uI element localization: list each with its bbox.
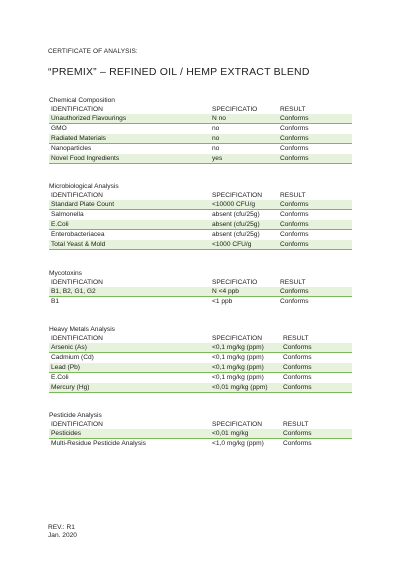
identification-cell: Pesticides <box>51 430 82 437</box>
specification-cell: <10000 CFU/g <box>212 201 256 208</box>
section-heading: Pesticide Analysis <box>49 412 102 419</box>
table-header-row <box>49 278 352 287</box>
identification-cell: B1 <box>51 298 60 305</box>
table-header-row <box>49 334 352 343</box>
specification-cell: N <4 ppb <box>212 288 239 295</box>
specification-cell: <0,01 mg/kg (ppm) <box>212 384 268 391</box>
result-cell: Conforms <box>280 241 309 248</box>
result-cell: Conforms <box>280 115 309 122</box>
specification-cell: <0,1 mg/kg (ppm) <box>212 374 264 381</box>
table-row <box>49 383 352 393</box>
table-header-row <box>49 191 352 200</box>
result-cell: Conforms <box>283 430 312 437</box>
section-chemical-composition <box>49 96 352 164</box>
table-row <box>49 439 352 449</box>
result-cell: Conforms <box>283 440 312 447</box>
specification-cell: absent (cfu/25g) <box>212 221 260 228</box>
table-row <box>49 200 352 210</box>
specification-cell: no <box>212 145 220 152</box>
table-row <box>49 287 352 297</box>
table-row <box>49 343 352 353</box>
identification-cell: Lead (Pb) <box>51 364 80 371</box>
result-cell: Conforms <box>283 354 312 361</box>
result-cell: Conforms <box>280 298 309 305</box>
table-row <box>49 353 352 363</box>
result-cell: Conforms <box>280 231 309 238</box>
revision-label: REV.: R1 <box>48 524 75 531</box>
result-cell: Conforms <box>283 344 312 351</box>
section-heading: Microbiological Analysis <box>49 183 119 190</box>
column-header-result: RESULT <box>280 106 306 113</box>
specification-cell: <0,1 mg/kg (ppm) <box>212 364 264 371</box>
table-row <box>49 154 352 164</box>
result-cell: Conforms <box>280 145 309 152</box>
specification-cell: absent (cfu/25g) <box>212 231 260 238</box>
column-header-identification: IDENTIFICATION <box>51 192 103 199</box>
identification-cell: B1, B2, G1, G2 <box>51 288 96 295</box>
specification-cell: <1 ppb <box>212 298 233 305</box>
identification-cell: Cadmium (Cd) <box>51 354 94 361</box>
specification-cell: <0,1 mg/kg (ppm) <box>212 344 264 351</box>
section-heading: Chemical Composition <box>49 97 115 104</box>
result-cell: Conforms <box>280 288 309 295</box>
result-cell: Conforms <box>280 155 309 162</box>
column-header-result: RESULT <box>283 335 309 342</box>
table-row <box>49 220 352 230</box>
identification-cell: Enterobacteriacea <box>51 231 105 238</box>
specification-cell: <0,01 mg/kg <box>212 430 249 437</box>
identification-cell: Unauthorized Flavourings <box>51 115 127 122</box>
specification-cell: no <box>212 135 220 142</box>
identification-cell: Nanoparticles <box>51 145 92 152</box>
column-header-identification: IDENTIFICATION <box>51 279 103 286</box>
column-header-specification: SPECIFICATION <box>212 192 263 199</box>
revision-date: Jan. 2020 <box>48 532 77 539</box>
table-row <box>49 124 352 134</box>
column-header-result: RESULT <box>280 279 306 286</box>
table-row <box>49 230 352 240</box>
identification-cell: Multi-Residue Pesticide Analysis <box>51 440 146 447</box>
table-row <box>49 429 352 439</box>
specification-cell: <1,0 mg/kg (ppm) <box>212 440 264 447</box>
table-row <box>49 134 352 144</box>
section-heavy-metals-analysis <box>49 325 352 393</box>
identification-cell: GMO <box>51 125 67 132</box>
column-header-identification: IDENTIFICATION <box>51 106 103 113</box>
identification-cell: Arsenic (As) <box>51 344 87 351</box>
column-header-result: RESULT <box>280 192 306 199</box>
section-mycotoxins <box>49 269 352 307</box>
result-cell: Conforms <box>280 201 309 208</box>
revision-info <box>48 524 77 540</box>
table-row <box>49 144 352 154</box>
column-header-identification: IDENTIFICATION <box>51 335 103 342</box>
specification-cell: N no <box>212 115 226 122</box>
identification-cell: Salmonella <box>51 211 84 218</box>
section-heading: Heavy Metals Analysis <box>49 326 115 333</box>
specification-cell: <0,1 mg/kg (ppm) <box>212 354 264 361</box>
specification-cell: absent (cfu/25g) <box>212 211 260 218</box>
result-cell: Conforms <box>280 211 309 218</box>
result-cell: Conforms <box>283 364 312 371</box>
result-cell: Conforms <box>283 384 312 391</box>
column-header-specification: SPECIFICATION <box>212 335 263 342</box>
specification-cell: yes <box>212 155 223 162</box>
identification-cell: Novel Food Ingredients <box>51 155 120 162</box>
identification-cell: Total Yeast & Mold <box>51 241 106 248</box>
column-header-specification: SPECIFICATIO <box>212 279 258 286</box>
table-row <box>49 210 352 220</box>
specification-cell: <1000 CFU/g <box>212 241 252 248</box>
identification-cell: E.Coli <box>51 374 69 381</box>
table-row <box>49 373 352 383</box>
table-row <box>49 240 352 250</box>
section-microbiological-analysis <box>49 182 352 250</box>
table-header-row <box>49 105 352 114</box>
identification-cell: E.Coli <box>51 221 69 228</box>
result-cell: Conforms <box>280 125 309 132</box>
column-header-result: RESULT <box>283 421 309 428</box>
identification-cell: Radiated Materials <box>51 135 106 142</box>
document-title: “PREMIX” – REFINED OIL / HEMP EXTRACT BLEND <box>48 66 310 78</box>
result-cell: Conforms <box>283 374 312 381</box>
column-header-specification: SPECIFICATIO <box>212 106 258 113</box>
certificate-label: CERTIFICATE OF ANALYSIS: <box>48 48 138 55</box>
result-cell: Conforms <box>280 221 309 228</box>
identification-cell: Mercury (Hg) <box>51 384 90 391</box>
result-cell: Conforms <box>280 135 309 142</box>
table-row <box>49 297 352 307</box>
column-header-identification: IDENTIFICATION <box>51 421 103 428</box>
identification-cell: Standard Plate Count <box>51 201 115 208</box>
column-header-specification: SPECIFICATION <box>212 421 263 428</box>
section-pesticide-analysis <box>49 411 352 449</box>
table-row <box>49 114 352 124</box>
section-heading: Mycotoxins <box>49 270 82 277</box>
table-header-row <box>49 420 352 429</box>
table-row <box>49 363 352 373</box>
specification-cell: no <box>212 125 220 132</box>
